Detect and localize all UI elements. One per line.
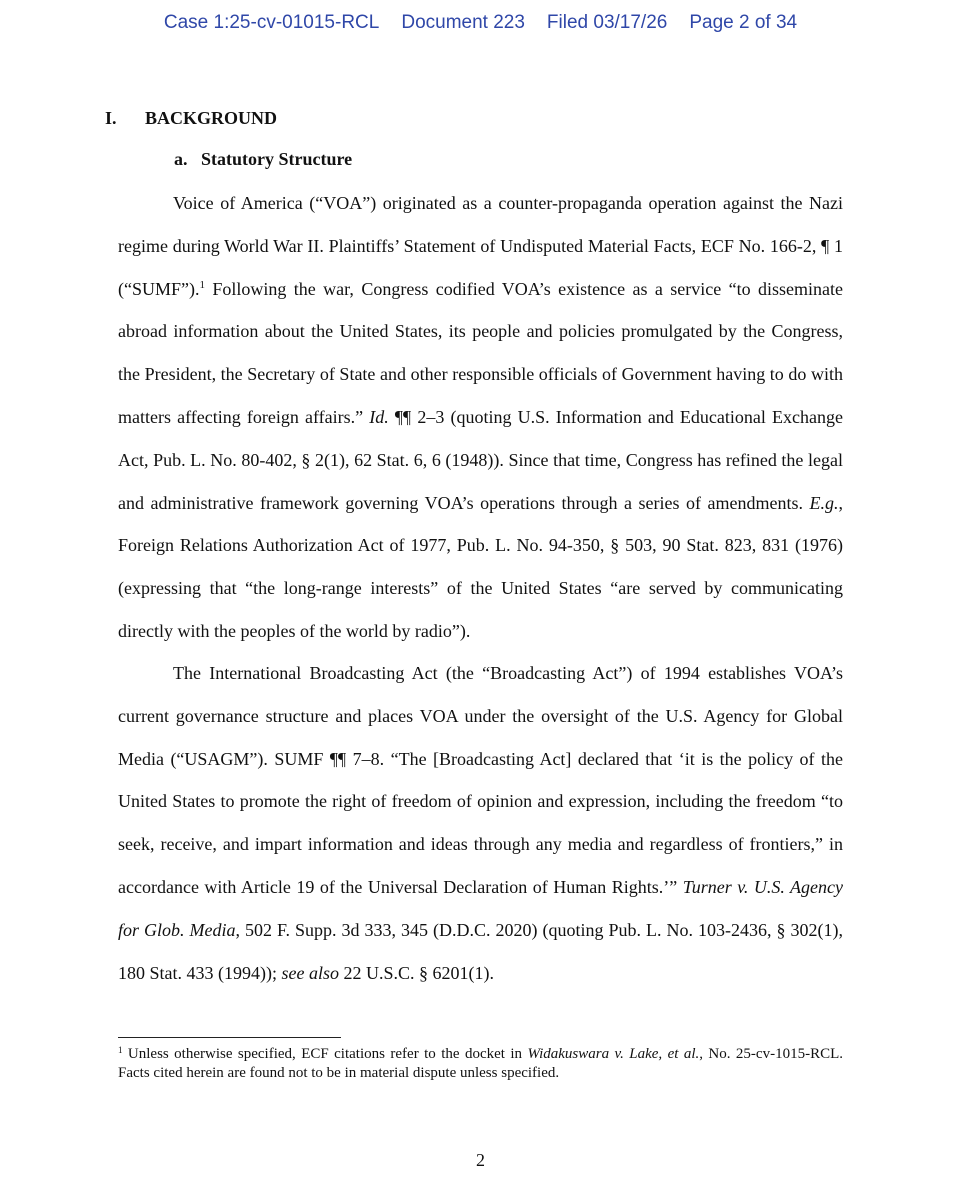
filed-date: Filed 03/17/26 (546, 12, 668, 33)
p1-text-1: Voice of America (“VOA”) originated as a counter-propaganda operation against the Nazi regime during World War II. Plaintiffs’ Statement of Undisputed Material Facts, ECF No. 166-2, ¶ 1 (“SUMF”). (118, 193, 843, 299)
p1-eg-signal: E.g. (809, 492, 839, 513)
footnote-number: 1 (118, 1045, 123, 1055)
p2-text-2: , 502 F. Supp. 3d 333, 345 (D.D.C. 2020) (quoting Pub. L. No. 103-2436, § 302(1), 180 Stat. 433 (1994)); (118, 919, 843, 983)
subsection-title: Statutory Structure (201, 149, 353, 169)
paragraph-1 (118, 182, 843, 653)
section-title: BACKGROUND (145, 108, 278, 128)
footnote-text-1: Unless otherwise specified, ECF citations refer to the docket in (122, 1046, 528, 1062)
p1-id-citation: Id. (369, 406, 389, 427)
footnote-ref: 1 (199, 278, 205, 291)
footnote (118, 1045, 843, 1083)
page-indicator: Page 2 of 34 (689, 12, 798, 33)
page-number: 2 (476, 1150, 485, 1170)
case-number: Case 1:25-cv-01015-RCL (163, 12, 380, 33)
paragraph-2 (118, 652, 843, 994)
p1-text-3: ¶¶ 2–3 (quoting U.S. Information and Educational Exchange Act, Pub. L. No. 80-402, § 2(1), 62 Stat. 6, 6 (1948)). Since that time, Congress has refined the legal and administrative framework governing VOA’s operations through a series of amendments. (118, 406, 843, 513)
p2-case-name: Turner v. U.S. Agency for Glob. Media (118, 876, 843, 940)
ecf-header (0, 12, 961, 34)
p1-text-4: , Foreign Relations Authorization Act of 1977, Pub. L. No. 94-350, § 503, 90 Stat. 823, 831 (1976) (expressing that “the long-range interests” of the United States “are served by communicating directly with the peoples of the world by radio”). (118, 492, 843, 641)
p2-text-3: 22 U.S.C. § 6201(1). (339, 962, 495, 983)
subsection-number: a. (174, 149, 188, 169)
footnote-case-name: Widakuswara v. Lake, et al. (527, 1046, 700, 1062)
footnote-divider (118, 1037, 341, 1038)
p2-text-1: The International Broadcasting Act (the “Broadcasting Act”) of 1994 establishes VOA’s current governance structure and places VOA under the oversight of the U.S. Agency for Global Media (“USAGM”). SUMF ¶¶ 7–8. “The [Broadcasting Act] declared that ‘it is the policy of the United States to promote the right of freedom of opinion and expression, including the freedom “to seek, receive, and impart information and ideas through any media and regardless of frontiers,” in accordance with Article 19 of the Universal Declaration of Human Rights.’” (118, 663, 843, 897)
p2-see-also-signal: see also (281, 962, 339, 983)
footnote-text-2: , No. 25-cv-1015-RCL. Facts cited herein are found not to be in material dispute unless specified. (118, 1046, 843, 1081)
subsection-heading (174, 149, 352, 170)
p1-text-2: Following the war, Congress codified VOA’s existence as a service “to disseminate abroad information about the United States, its people and policies promulgated by the Congress, the President, the Secretary of State and other responsible officials of Government having to do with matters affecting foreign affairs.” (118, 278, 843, 427)
document-number: Document 223 (401, 12, 525, 33)
section-number: I. (105, 108, 117, 128)
section-heading (105, 108, 277, 129)
